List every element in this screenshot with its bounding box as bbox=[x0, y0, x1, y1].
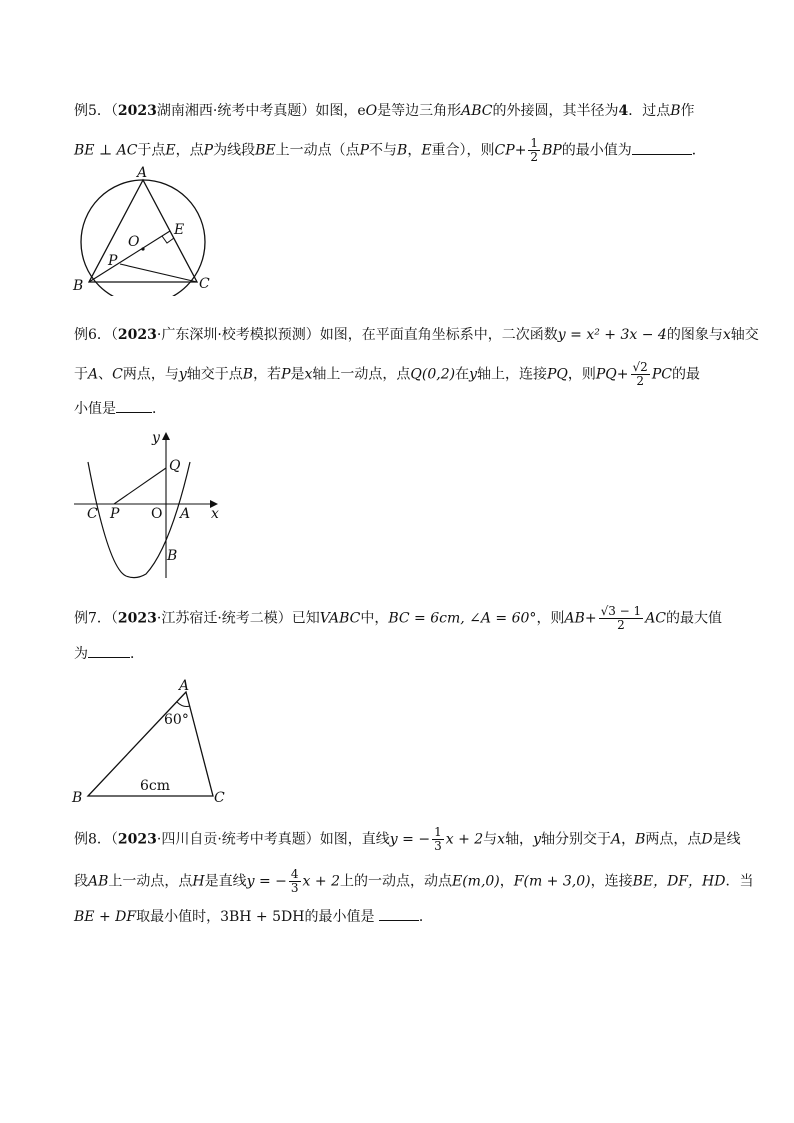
ex5-line-2: BE ⊥ AC于点E，点P为线段BE上一动点（点P不与B，E重合），则CP+ $\frac{1}{2}$ BP的最小值为 ． bbox=[74, 136, 706, 164]
answer-blank[interactable] bbox=[88, 643, 130, 658]
ex7-line-1: 例7．（2023·江苏宿迁·统考二模）已知VABC中，BC = 6cm, ∠A = 60°，则AB+ $\frac{√3 - 1}{2}$ AC的最大值 bbox=[74, 604, 723, 632]
label-x: x bbox=[211, 506, 219, 522]
ex7-figure bbox=[70, 672, 240, 808]
fraction-four-thirds: $\frac{4}{3}$ bbox=[290, 867, 299, 895]
ex7-line-2: 为 ． bbox=[74, 643, 734, 664]
label-a: A bbox=[137, 166, 148, 181]
ex6-line-2: 于A、C两点，与y轴交于点B，若P是x轴上一动点，点Q(0,2)在y轴上，连接PQ，则PQ+ $\frac{√2}{2}$ PC的最 bbox=[74, 360, 700, 388]
y-axis-arrow bbox=[162, 432, 170, 440]
ex6-line-3: 小值是 ． bbox=[74, 398, 734, 419]
label-a: A bbox=[179, 678, 190, 694]
label-b: B bbox=[72, 790, 83, 806]
label-angle: 60° bbox=[164, 712, 189, 728]
segment-cp bbox=[120, 264, 197, 282]
label-c: C bbox=[87, 506, 98, 522]
label-o: O bbox=[151, 506, 163, 522]
answer-blank[interactable] bbox=[632, 140, 692, 155]
ex5-line-1: 例5．（2023湖南湘西·统考中考真题）如图，eO是等边三角形ABC的外接圆，其半径为4．过点B作 bbox=[74, 103, 695, 119]
label-o: O bbox=[128, 234, 140, 250]
label-c: C bbox=[214, 790, 225, 806]
fraction-root3-minus1-over-2: $\frac{√3 - 1}{2}$ bbox=[600, 604, 642, 632]
label-b: B bbox=[73, 278, 84, 294]
fraction-root2-over-2: $\frac{√2}{2}$ bbox=[632, 360, 648, 388]
ex8-line-3: BE + DF取最小值时，3BH + 5DH的最小值是 ． bbox=[74, 906, 734, 927]
answer-blank[interactable] bbox=[116, 398, 152, 413]
ex6-line-1: 例6．（2023·广东深圳·校考模拟预测）如图，在平面直角坐标系中，二次函数y = x² + 3x − 4的图象与x轴交 bbox=[74, 327, 759, 343]
ex8-line-1: 例8．（2023·四川自贡·统考中考真题）如图，直线y = − $\frac{1}{3}$ x + 2与x轴，y轴分别交于A，B两点，点D是线 bbox=[74, 825, 741, 853]
center-point bbox=[141, 247, 144, 250]
label-p: P bbox=[108, 253, 118, 269]
label-c: C bbox=[199, 276, 210, 292]
label-a: A bbox=[180, 506, 191, 522]
answer-blank[interactable] bbox=[379, 906, 419, 921]
ex5-figure bbox=[70, 166, 230, 296]
fraction-one-third: $\frac{1}{3}$ bbox=[434, 825, 442, 853]
right-angle-mark bbox=[162, 236, 174, 243]
label-side: 6cm bbox=[140, 778, 171, 794]
label-p: P bbox=[110, 506, 120, 522]
fraction-one-half: $\frac{1}{2}$ bbox=[530, 136, 539, 164]
label-b: B bbox=[167, 548, 178, 564]
ex6-figure bbox=[70, 428, 230, 584]
angle-arc bbox=[177, 702, 190, 707]
segment-pq bbox=[114, 468, 166, 504]
label-e: E bbox=[174, 222, 185, 238]
circumcircle bbox=[81, 180, 205, 296]
label-y: y bbox=[152, 430, 160, 446]
label-q: Q bbox=[169, 458, 181, 474]
ex8-line-2: 段AB上一动点，点H是直线y = − $\frac{4}{3}$ x + 2上的一动点，动点E(m,0)，F(m + 3,0)，连接BE，DF，HD．当 bbox=[74, 867, 754, 895]
